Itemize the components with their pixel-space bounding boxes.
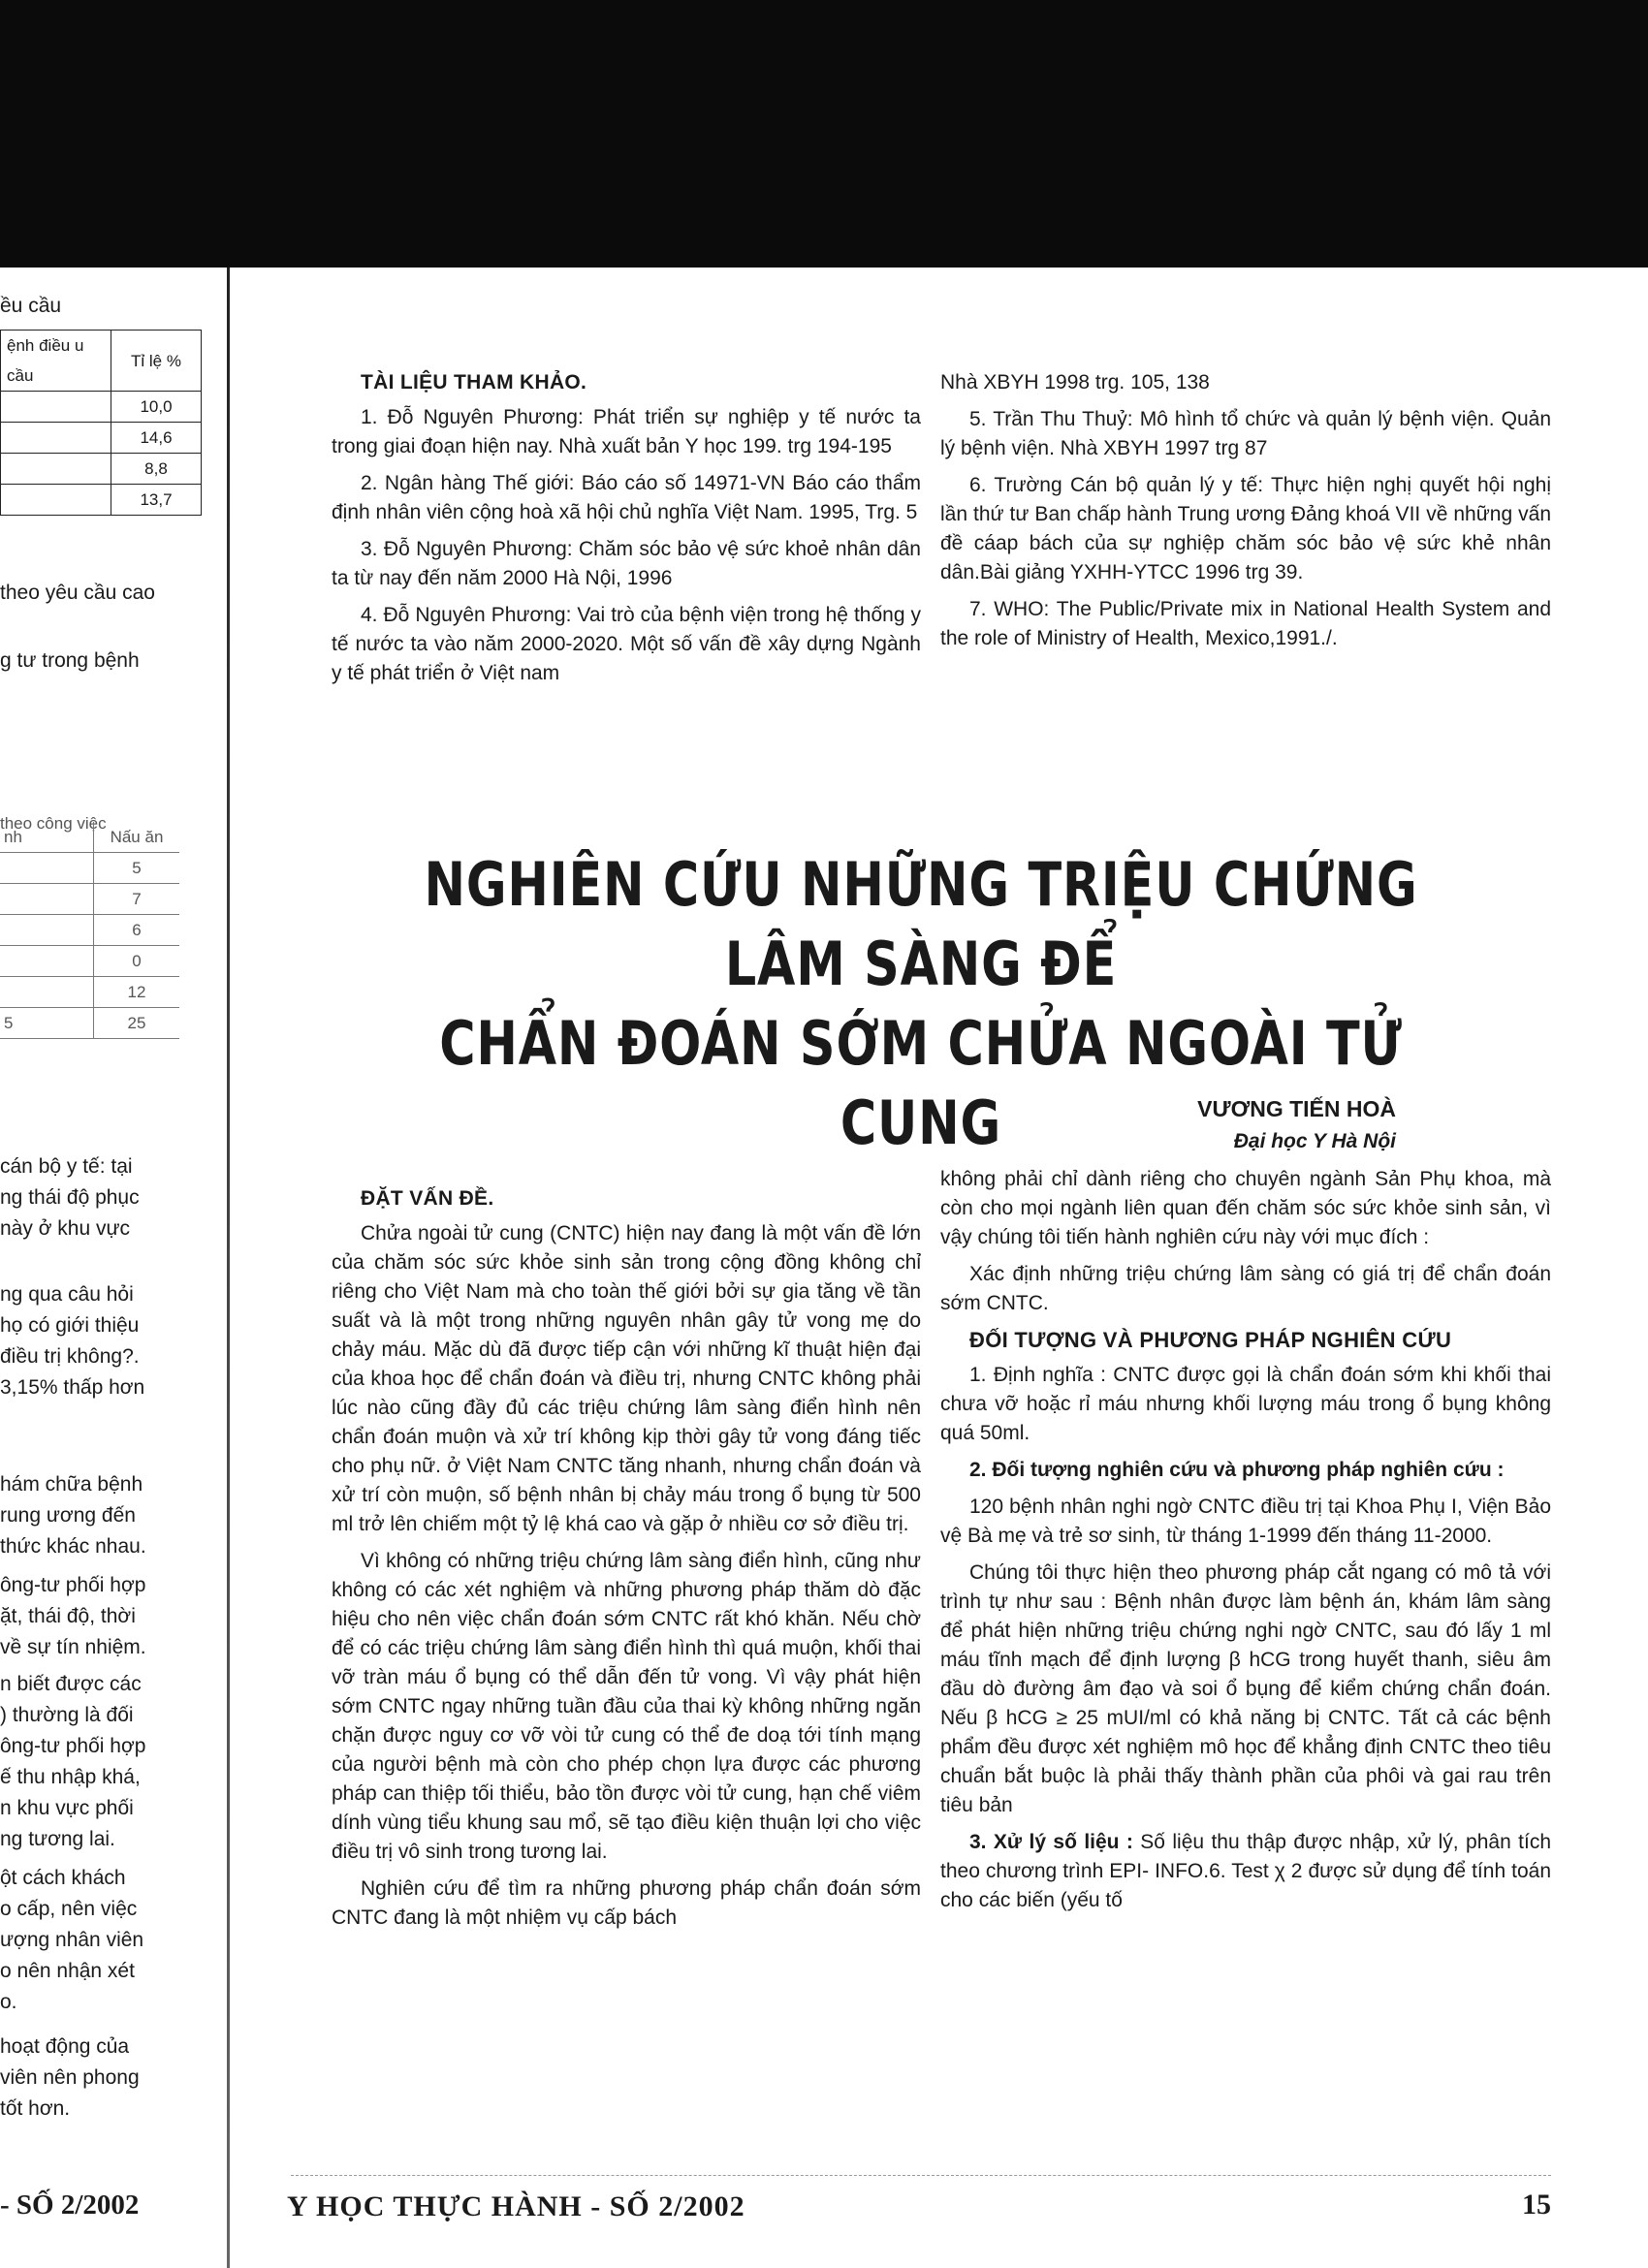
left-page-line: o nên nhận xét: [0, 1960, 135, 1982]
table-cell: Nấu ăn: [94, 822, 180, 853]
reference-item: 7. WHO: The Public/Private mix in National Health System and the role of Ministry of Health, Mexico,1991./.: [940, 598, 1551, 649]
body-paragraph: 120 bệnh nhân nghi ngờ CNTC điều trị tại Khoa Phụ I, Viện Bảo vệ Bà mẹ và trẻ sơ sinh, từ tháng 1-1999 đến tháng 11-2000.: [940, 1496, 1551, 1547]
left-page-line: ng qua câu hỏi: [0, 1283, 134, 1306]
table-cell: [0, 884, 94, 915]
left-page-table-caption: theo công việc: [0, 814, 107, 833]
section-heading-methods: ĐỐI TƯỢNG VÀ PHƯƠNG PHÁP NGHIÊN CỨU: [969, 1328, 1452, 1352]
left-page-line: thức khác nhau.: [0, 1535, 146, 1558]
left-page-line: tốt hơn.: [0, 2097, 71, 2120]
left-page-line: ông-tư phối hợp: [0, 1574, 146, 1596]
reference-item: 6. Trường Cán bộ quản lý y tế: Thực hiện nghị quyết hội nghị lần thứ tư Ban chấp hành Trung ương Đảng khoá VII về những vấn đề cáap bách của sự nghiệp chăm sóc bảo vệ sức khẻ nhân dân.Bài giảng YXHH-YTCC 1996 trg 39.: [940, 474, 1551, 583]
article-affiliation: Đại học Y Hà Nội: [1233, 1130, 1396, 1152]
left-page-footer: - SỐ 2/2002: [0, 2189, 140, 2220]
body-text: Số liệu thu thập được nhập, xử lý, phân tích theo chương trình EPI- INFO.6. Test χ 2 được sử dụng để tính toán cho các biến (yếu tố: [940, 1831, 1551, 1911]
left-page-line: ế thu nhập khá,: [0, 1766, 141, 1788]
table-cell: 6: [94, 915, 180, 946]
table-cell: 13,7: [111, 485, 202, 516]
references-column-2: [940, 368, 1551, 661]
body-paragraph: Chửa ngoài tử cung (CNTC) hiện nay đang là một vấn đề lớn của chăm sóc sức khỏe sinh sản trong cộng đồng không chỉ riêng cho Việt Nam mà cho toàn thế giới bởi sự gia tăng về tần suất và là một trong những nguyên nhân gây tử vong mẹ do chảy máu. Mặc dù đã được tiếp cận với những kĩ thuật hiện đại của khoa học để chẩn đoán và điều trị, nhưng CNTC không phải lúc nào cũng đầy đủ các triệu chứng lâm sàng điển hình nên chẩn đoán muộn và xử trí không kịp thời gây tử vong đáng tiếc cho phụ nữ. ở Việt Nam CNTC tăng nhanh, nhưng chẩn đoán và xử trí còn muộn, số bệnh nhân bị chảy máu trong ổ bụng từ 500 ml trở lên chiếm một tỷ lệ khá cao và gặp ở nhiều cơ sở điều trị.: [332, 1222, 921, 1535]
left-page-line: cán bộ y tế: tại: [0, 1155, 133, 1178]
subsection-heading: 2. Đối tượng nghiên cứu và phương pháp nghiên cứu :: [969, 1459, 1505, 1481]
body-paragraph: [940, 1828, 1551, 1915]
left-page-line: ông-tư phối hợp: [0, 1735, 146, 1757]
page-number: 15: [1522, 2189, 1551, 2221]
subsection-heading-inline: 3. Xử lý số liệu :: [969, 1831, 1133, 1853]
reference-item: 4. Đỗ Nguyên Phương: Vai trò của bệnh viện trong hệ thống y tế nước ta vào năm 2000-2020. Một số vấn đề xây dựng Ngành y tế phát triển ở Việt nam: [332, 604, 921, 684]
section-heading-introduction: ĐẶT VẤN ĐỀ.: [361, 1187, 494, 1210]
left-page-line: ng tương lai.: [0, 1828, 115, 1850]
left-page-line: này ở khu vực: [0, 1217, 131, 1240]
left-page-line: ) thường là đối: [0, 1704, 134, 1726]
table-cell: [1, 423, 111, 454]
article-author: VƯƠNG TIẾN HOÀ: [1197, 1096, 1396, 1121]
reference-item: 5. Trần Thu Thuỷ: Mô hình tổ chức và quản lý bệnh viện. Quản lý bệnh viện. Nhà XBYH 1997 trg 87: [940, 408, 1551, 459]
reference-continuation: Nhà XBYH 1998 trg. 105, 138: [940, 371, 1210, 394]
left-page-line: ượng nhân viên: [0, 1929, 144, 1951]
left-page-line: rung ương đến: [0, 1504, 136, 1527]
reference-item: 1. Đỗ Nguyên Phương: Phát triển sự nghiệp y tế nước ta trong giai đoạn hiện nay. Nhà xuất bản Y học 199. trg 194-195: [332, 406, 921, 457]
left-page-strip: [0, 291, 225, 2220]
left-page-line: 3,15% thấp hơn: [0, 1376, 145, 1399]
body-paragraph: Nghiên cứu để tìm ra những phương pháp chẩn đoán sớm CNTC đang là một nhiệm vụ cấp bách: [332, 1877, 921, 1929]
body-paragraph: Vì không có những triệu chứng lâm sàng điển hình, cũng như không có các xét nghiệm và những phương pháp thăm dò đặc hiệu cho nên việc chẩn đoán sớm CNTC rất khó khăn. Nếu chờ để có các triệu chứng lâm sàng điển hình thì quá muộn, khối thai vỡ tràn máu ổ bụng có thể dẫn đến tử vong. Vì vậy phát hiện sớm CNTC ngay những tuần đầu của thai kỳ không những ngăn chặn được nguy cơ vỡ vòi tử cung có thể đe doạ tới tính mạng của người bệnh mà còn cho phép chọn lựa được các phương pháp can thiệp tối thiểu, bảo tồn được vòi tử cung, hạn chế viêm dính vùng tiểu khung sau mổ, sẽ tạo điều kiện thuận lợi cho việc điều trị vô sinh trong tương lai.: [332, 1550, 921, 1863]
body-column-1: [332, 1184, 921, 1940]
left-page-line: hoạt động của: [0, 2035, 130, 2058]
left-page-line: hám chữa bệnh: [0, 1473, 143, 1496]
reference-item: 3. Đỗ Nguyên Phương: Chăm sóc bảo vệ sức khoẻ nhân dân ta từ nay đến năm 2000 Hà Nội, 1996: [332, 538, 921, 589]
table-cell: 14,6: [111, 423, 202, 454]
body-column-2: [940, 1165, 1551, 1923]
table-cell: [1, 392, 111, 423]
body-paragraph: Chúng tôi thực hiện theo phương pháp cắt ngang có mô tả với trình tự như sau : Bệnh nhân được làm bệnh án, khám lâm sàng để phát hiện những triệu chứng nghi ngờ CNTC, sau đó lấy 1 ml máu tĩnh mạch để định lượng β hCG trong huyết thanh, siêu âm đầu dò đường âm đạo và soi ổ bụng để kiểm chứng chẩn đoán. Nếu β hCG ≥ 25 mUI/ml có khả năng bị CNTC. Tất cả các bệnh phẩm đều được xét nghiệm mô học để khẳng định CNTC theo tiêu chuẩn bắt buộc là phải thấy thành phần của phôi và gai rau trên tiêu bản: [940, 1561, 1551, 1816]
left-page-line: n khu vực phối: [0, 1797, 134, 1819]
body-paragraph: Xác định những triệu chứng lâm sàng có giá trị để chẩn đoán sớm CNTC.: [940, 1263, 1551, 1314]
table-cell: [0, 853, 94, 884]
table-cell: [0, 915, 94, 946]
left-page-line: họ có giới thiệu: [0, 1314, 140, 1337]
left-page-line: điều trị không?.: [0, 1345, 140, 1368]
article-title-line-2: CHẨN ĐOÁN SỚM CHỬA NGOÀI TỬ CUNG: [439, 1008, 1403, 1158]
table-cell: 5: [0, 1008, 94, 1039]
table-cell: [1, 454, 111, 485]
left-page-table-1: [0, 330, 202, 516]
references-column-1: [332, 368, 921, 696]
table-cell: Tỉ lệ %: [111, 331, 202, 392]
table-cell: 5: [94, 853, 180, 884]
table-cell: nh: [0, 822, 94, 853]
left-page-line: theo yêu cầu cao: [0, 582, 155, 604]
table-cell: 25: [94, 1008, 180, 1039]
left-page-line: ặt, thái độ, thời: [0, 1605, 136, 1627]
table-cell: 10,0: [111, 392, 202, 423]
table-cell: [0, 977, 94, 1008]
table-cell: [0, 946, 94, 977]
table-cell: 12: [94, 977, 180, 1008]
left-page-line: viên nên phong: [0, 2066, 140, 2089]
article-title-line-1: NGHIÊN CỨU NHỮNG TRIỆU CHỨNG LÂM SÀNG ĐỂ: [424, 849, 1418, 999]
footer-rule: [291, 2175, 1551, 2176]
journal-footer: Y HỌC THỰC HÀNH - SỐ 2/2002: [287, 2190, 745, 2222]
body-paragraph: không phải chỉ dành riêng cho chuyên ngành Sản Phụ khoa, mà còn cho mọi ngành liên quan đến chăm sóc sức khỏe sinh sản, vì vậy chúng tôi tiến hành nghiên cứu này với mục đích :: [940, 1168, 1551, 1248]
left-page-line: về sự tín nhiệm.: [0, 1636, 146, 1658]
table-cell: 0: [94, 946, 180, 977]
references-heading: TÀI LIỆU THAM KHẢO.: [361, 371, 587, 394]
scan-black-border: [0, 0, 1648, 268]
left-page-table-2: [0, 822, 179, 1039]
table-cell: [1, 485, 111, 516]
left-page-line: o cấp, nên việc: [0, 1898, 138, 1920]
left-page-line: ng thái độ phục: [0, 1186, 140, 1209]
body-paragraph: 1. Định nghĩa : CNTC được gọi là chẩn đoán sớm khi khối thai chưa vỡ hoặc rỉ máu nhưng khối lượng máu trong ổ bụng không quá 50ml.: [940, 1364, 1551, 1444]
table-cell: 7: [94, 884, 180, 915]
left-page-line: n biết được các: [0, 1673, 142, 1695]
left-page-line: g tư trong bệnh: [0, 649, 140, 672]
left-page-line: o.: [0, 1991, 17, 2013]
table-cell: 8,8: [111, 454, 202, 485]
left-page-line: ột cách khách: [0, 1867, 126, 1889]
page-gutter: [227, 268, 230, 2268]
left-page-line: ều cầu: [0, 295, 62, 317]
reference-item: 2. Ngân hàng Thế giới: Báo cáo số 14971-VN Báo cáo thẩm định nhân viên cộng hoà xã hội chủ nghĩa Việt Nam. 1995, Trg. 5: [332, 472, 921, 523]
table-cell: ệnh điều u cầu: [1, 331, 111, 392]
